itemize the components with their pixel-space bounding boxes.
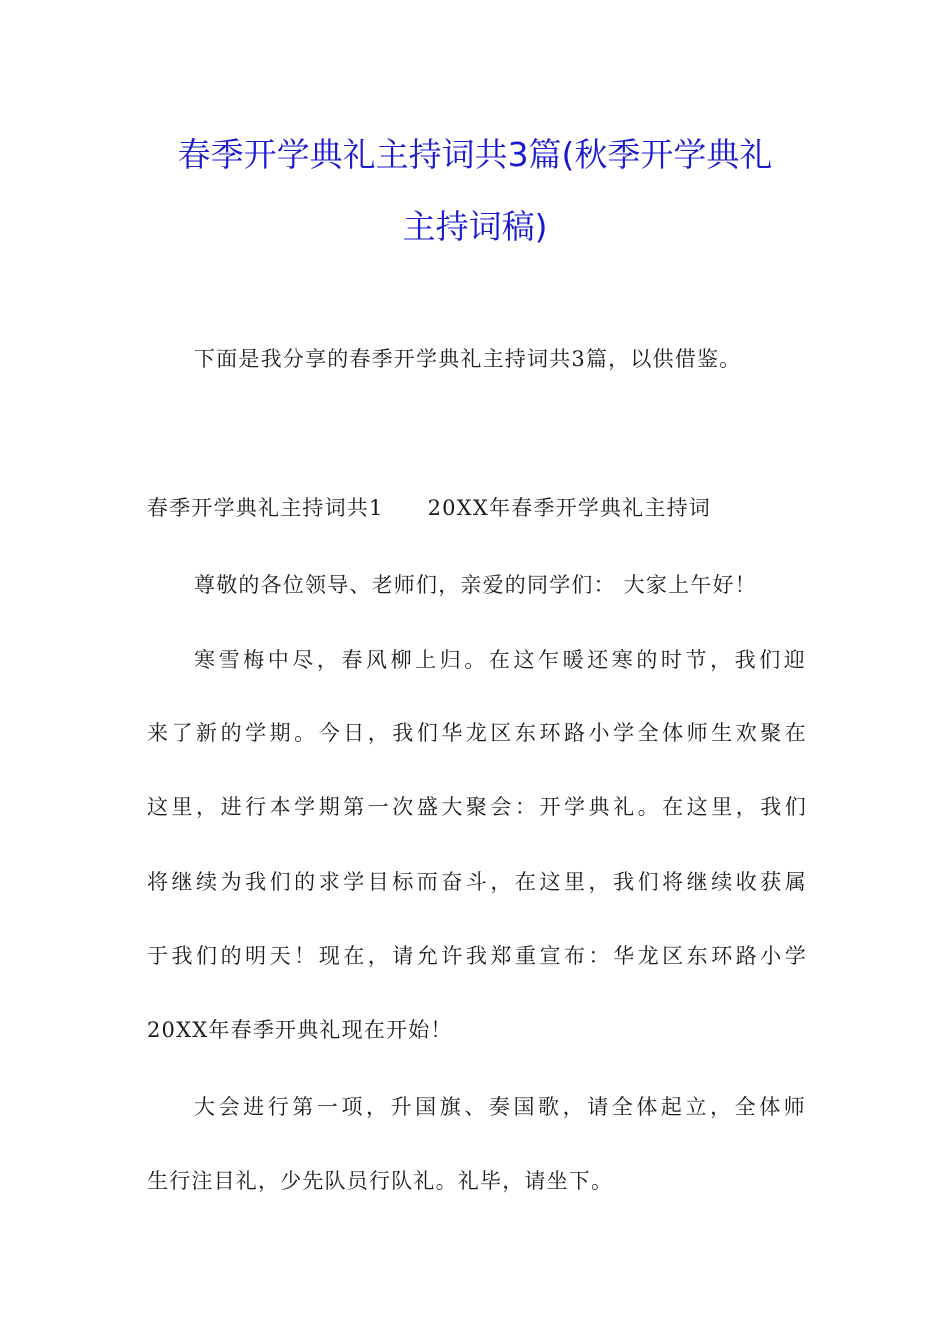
paragraph-1-line: 20XX年春季开典礼现在开始！	[147, 1018, 453, 1042]
section-heading-title: 春季开学典礼主持词共1	[147, 496, 384, 520]
document-title-line-2: 主持词稿)	[402, 207, 548, 246]
paragraph-2-line: 大会进行第一项，升国旗、奏国歌，请全体起立，全体师	[194, 1095, 806, 1119]
intro-paragraph: 下面是我分享的春季开学典礼主持词共3篇，以供借鉴。	[194, 347, 742, 371]
paragraph-1-line: 这里，进行本学期第一次盛大聚会：开学典礼。在这里，我们	[147, 795, 807, 819]
document-title-line-1: 春季开学典礼主持词共3篇(秋季开学典礼	[177, 135, 773, 174]
section-heading-subtitle: 20XX年春季开学典礼主持词	[427, 496, 711, 520]
greeting-paragraph: 尊敬的各位领导、老师们，亲爱的同学们： 大家上午好！	[194, 573, 757, 597]
section-heading	[147, 496, 807, 520]
paragraph-1-line: 寒雪梅中尽，春风柳上归。在这乍暖还寒的时节，我们迎	[194, 648, 806, 672]
paragraph-1-line: 将继续为我们的求学目标而奋斗，在这里，我们将继续收获属	[147, 870, 807, 894]
paragraph-2-line: 生行注目礼，少先队员行队礼。礼毕，请坐下。	[147, 1169, 614, 1193]
paragraph-1-line: 于我们的明天！现在，请允许我郑重宣布：华龙区东环路小学	[147, 944, 807, 968]
paragraph-1-line: 来了新的学期。今日，我们华龙区东环路小学全体师生欢聚在	[147, 721, 807, 745]
